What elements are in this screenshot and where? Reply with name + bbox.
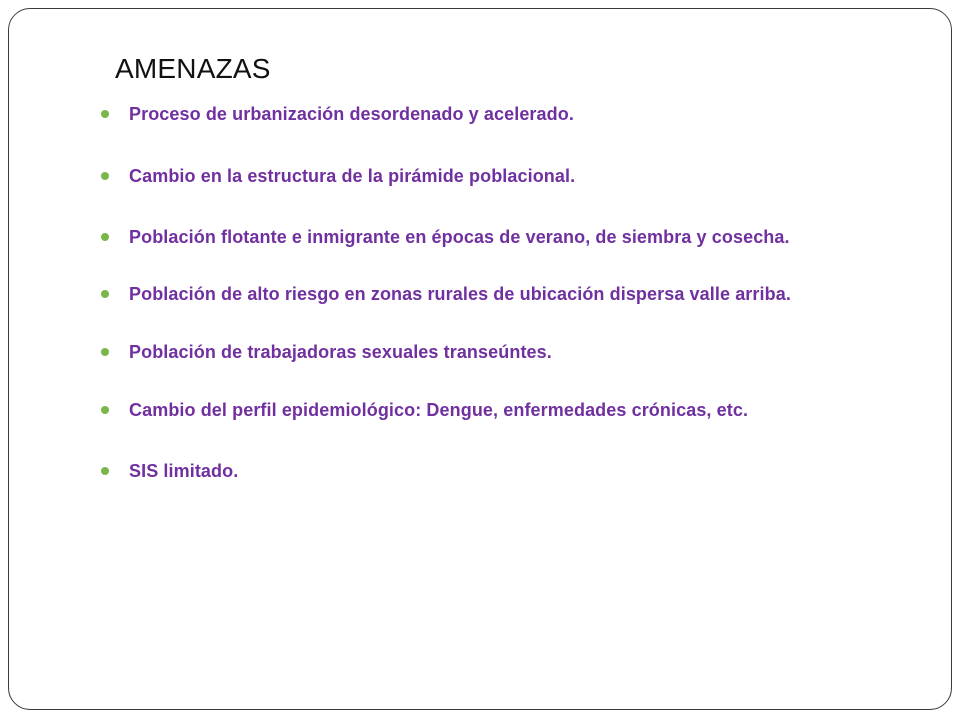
bullet-text: Población flotante e inmigrante en épocas de verano, de siembra y cosecha. bbox=[129, 227, 790, 247]
list-item bbox=[101, 224, 790, 250]
bullet-text: Proceso de urbanización desordenado y acelerado. bbox=[129, 104, 574, 124]
bullet-text: Población de alto riesgo en zonas rurales de ubicación dispersa valle arriba. bbox=[129, 284, 791, 304]
list-item bbox=[101, 339, 552, 365]
bullet-text: Cambio del perfil epidemiológico: Dengue, enfermedades crónicas, etc. bbox=[129, 400, 749, 420]
bullet-text: Población de trabajadoras sexuales transeúntes. bbox=[129, 342, 552, 362]
list-item bbox=[101, 101, 574, 127]
bullet-text: SIS limitado. bbox=[129, 461, 239, 481]
list-item bbox=[101, 397, 748, 423]
bullet-dot-icon bbox=[101, 110, 109, 118]
list-item bbox=[101, 281, 791, 307]
bullet-dot-icon bbox=[101, 348, 109, 356]
slide-title: AMENAZAS bbox=[115, 53, 271, 84]
list-item bbox=[101, 163, 575, 189]
bullet-dot-icon bbox=[101, 172, 109, 180]
bullet-dot-icon bbox=[101, 290, 109, 298]
list-item bbox=[101, 458, 238, 484]
bullet-text: Cambio en la estructura de la pirámide poblacional. bbox=[129, 166, 576, 186]
bullet-dot-icon bbox=[101, 233, 109, 241]
slide-frame bbox=[8, 8, 952, 710]
bullet-dot-icon bbox=[101, 406, 109, 414]
bullet-dot-icon bbox=[101, 467, 109, 475]
